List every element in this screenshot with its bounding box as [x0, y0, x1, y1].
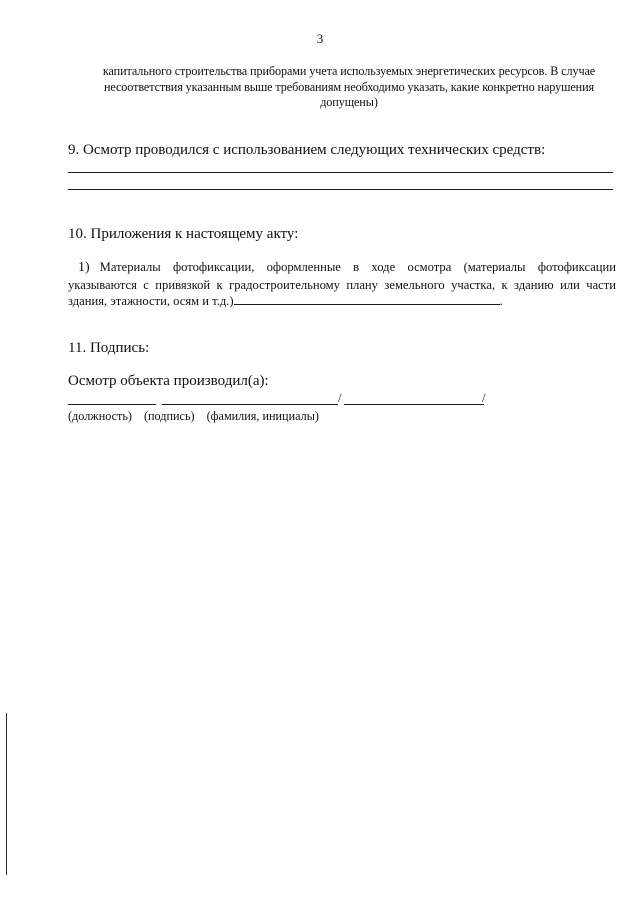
section-9-fill-line-2: [68, 189, 613, 190]
signature-separator: /: [338, 390, 342, 405]
signature-captions: [68, 409, 331, 424]
position-signature-line: [68, 404, 156, 405]
section-9-fill-line-1: [68, 172, 613, 173]
caption-signature: (подпись): [143, 409, 195, 423]
caption-name: (фамилия, инициалы): [206, 409, 319, 423]
attachment-fill-line: [234, 293, 500, 305]
section-10-heading: 10. Приложения к настоящему акту:: [68, 226, 299, 242]
intro-paragraph: капитального строительства приборами учета используемых энергетических ресурсов. В случае несоответствия указанным выше требованиям необходимо указать, какие конкретно нарушения допущены): [102, 64, 596, 109]
margin-binding-mark: [6, 713, 7, 875]
inspector-label: Осмотр объекта производил(а):: [68, 373, 269, 389]
section-9-heading: 9. Осмотр проводился с использованием следующих технических средств:: [68, 142, 546, 158]
attachment-item: [68, 259, 616, 310]
attachment-item-end: .: [499, 294, 503, 308]
attachment-item-number: 1): [78, 260, 90, 275]
name-separator: /: [482, 390, 486, 405]
signature-signature-line: [162, 404, 338, 405]
attachment-item-text: Материалы фотофиксации, оформленные в ходе осмотра (материалы фотофиксации указываются с привязкой к градостроительному плану земельного участка, к зданию или части здания, этажности, осям и т.д.): [68, 260, 616, 308]
section-11-heading: 11. Подпись:: [68, 340, 150, 356]
name-signature-line: [344, 404, 484, 405]
page-number: 3: [316, 31, 324, 46]
caption-position: (должность): [68, 409, 132, 423]
